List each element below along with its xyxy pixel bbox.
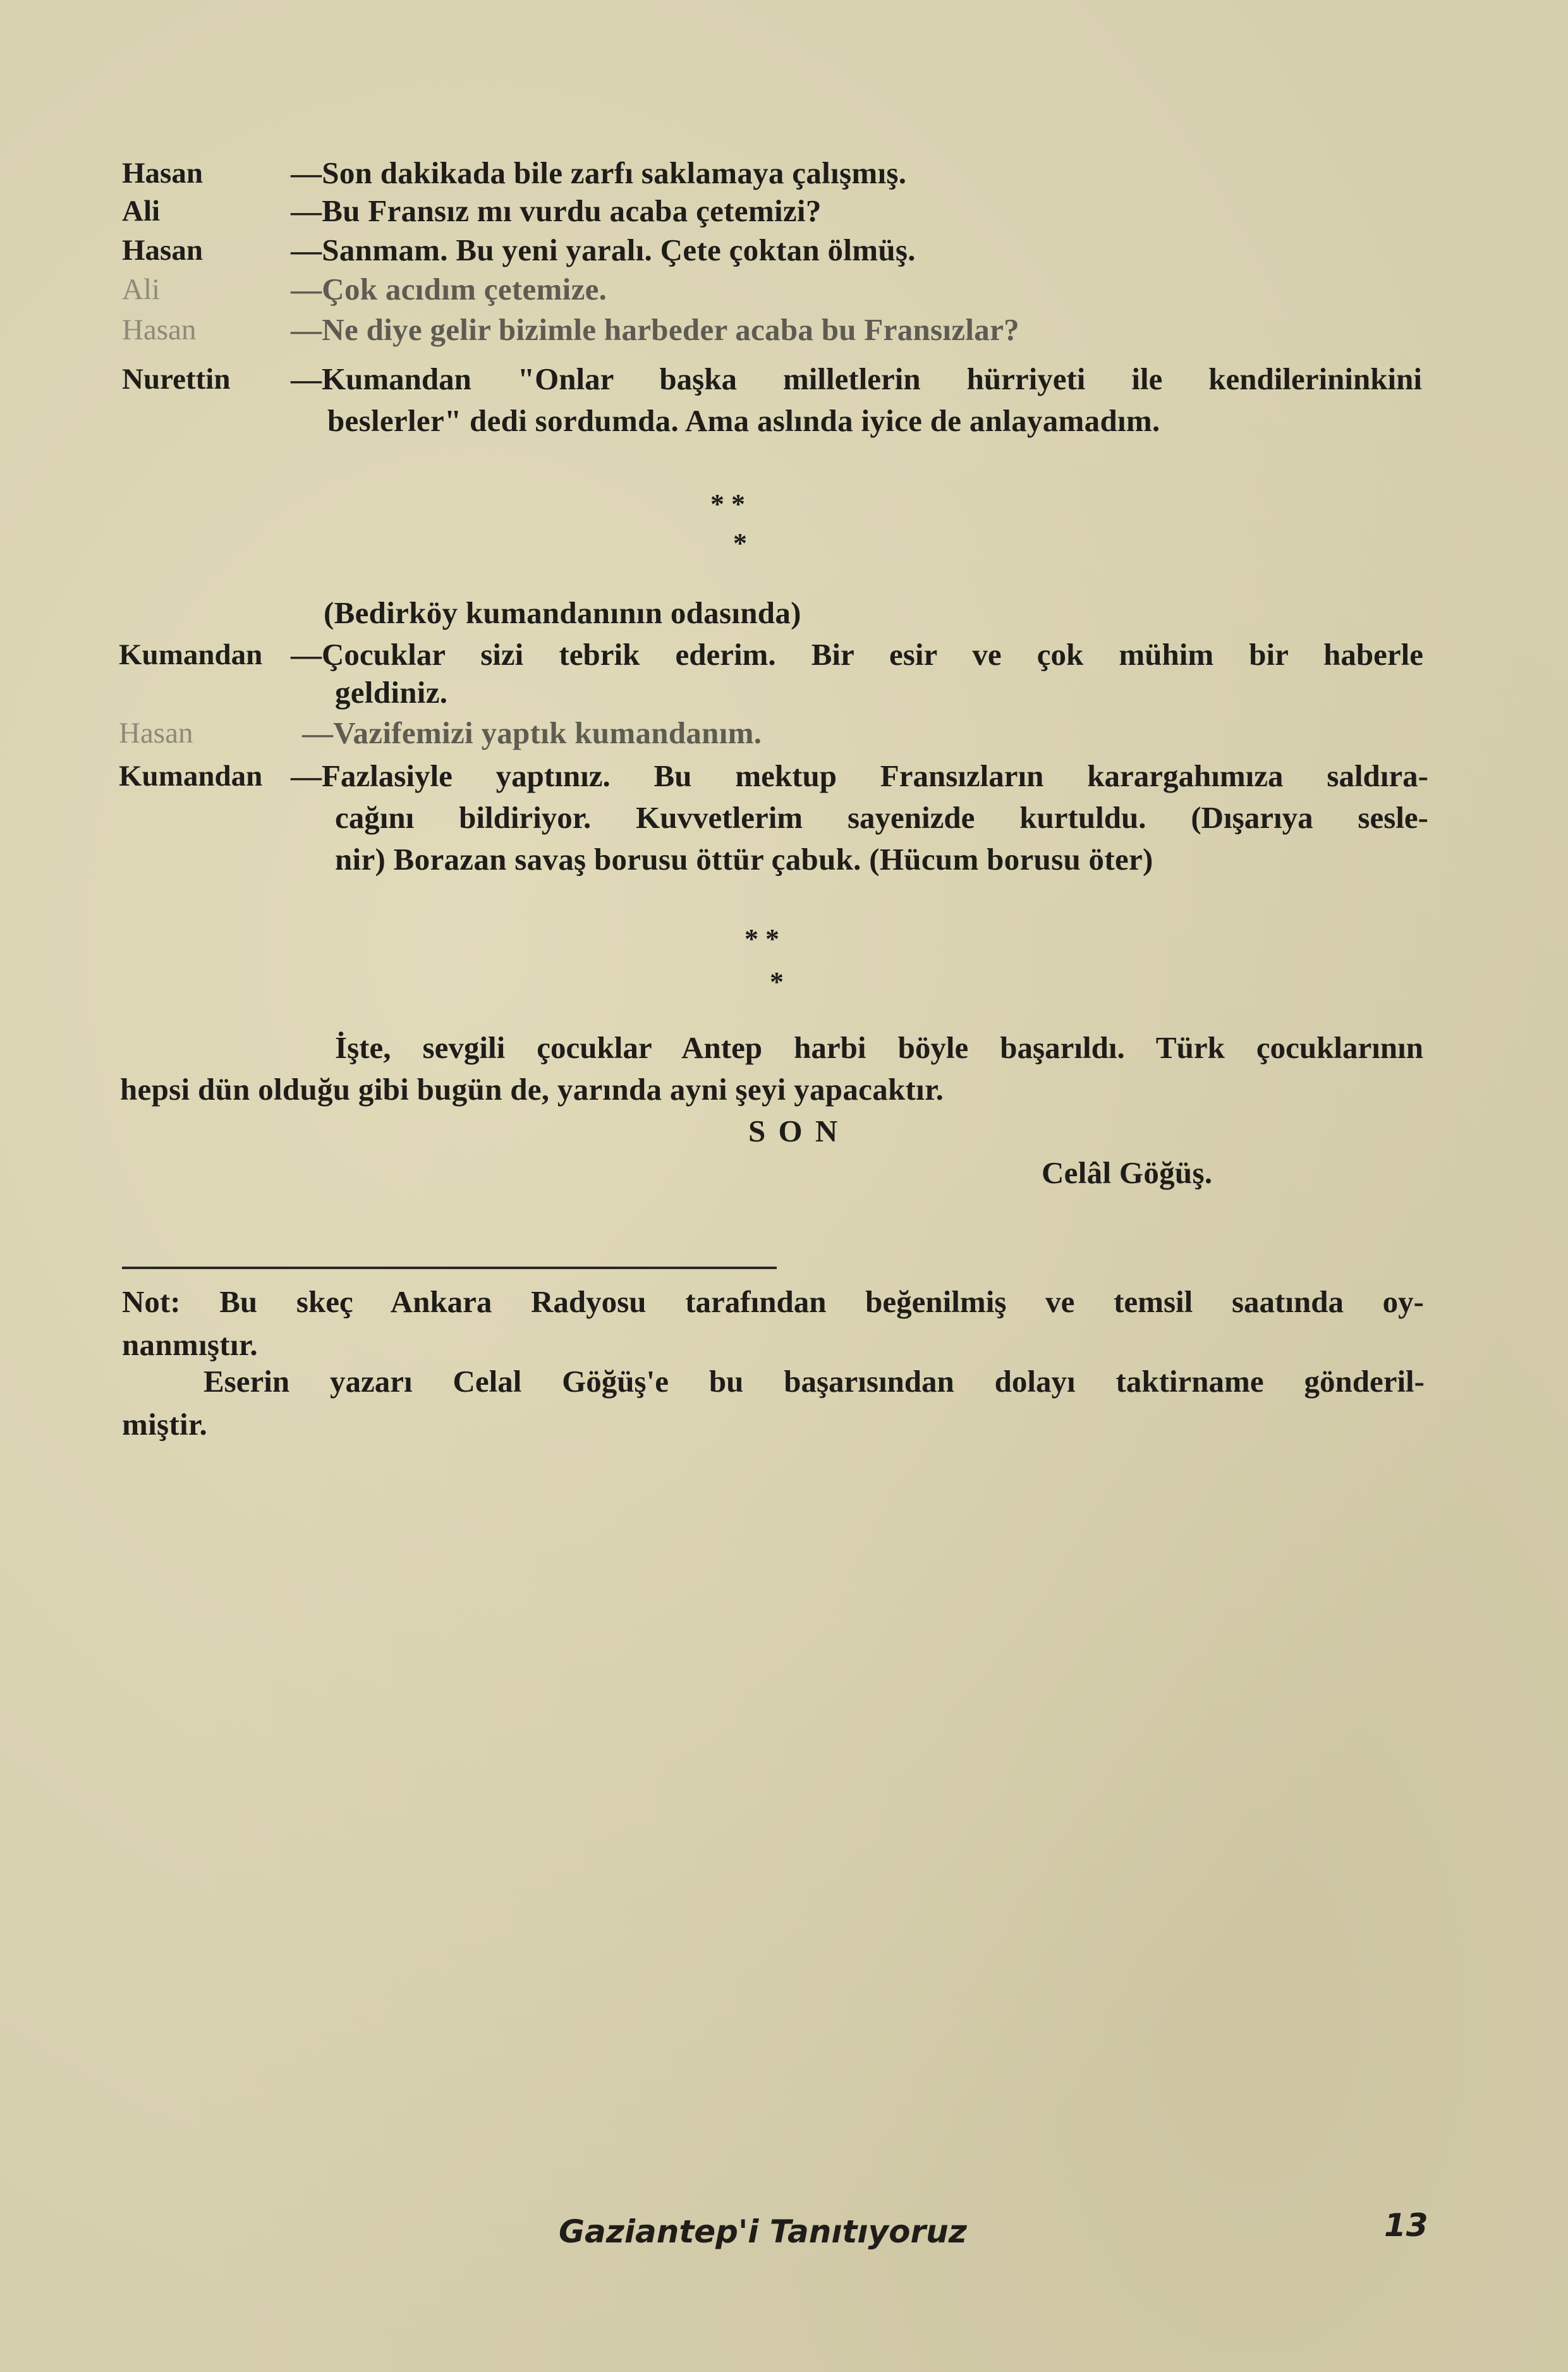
dialogue-line-continuation: nir) Borazan savaş borusu öttür çabuk. (Hücum borusu öter)	[335, 842, 1153, 877]
speaker-label: Hasan	[119, 717, 193, 750]
speaker-label: Hasan	[122, 234, 203, 267]
note-line: miştir.	[122, 1407, 208, 1442]
note-divider	[122, 1267, 777, 1269]
dialogue-line: —Çocuklar sizi tebrik ederim. Bir esir ve çok mühim bir haberle	[291, 637, 1423, 672]
dialogue-line: —Son dakikada bile zarfı saklamaya çalışmış.	[291, 155, 907, 190]
speaker-label: Ali	[122, 273, 161, 306]
dialogue-line: —Kumandan "Onlar başka milletlerin hürriyeti ile kendilerininkini	[291, 362, 1422, 396]
author-signature: Celâl Göğüş.	[1042, 1155, 1213, 1190]
dialogue-line-continuation: geldiniz.	[335, 675, 448, 710]
dialogue-line-continuation: cağını bildiriyor. Kuvvetlerim sayenizde kurtuldu. (Dışarıya sesle-	[335, 800, 1428, 835]
stage-direction: (Bedirköy kumandanının odasında)	[324, 595, 801, 630]
speaker-label: Kumandan	[119, 760, 263, 793]
dialogue-line: —Vazifemizi yaptık kumandanım.	[302, 715, 762, 750]
footer-title: Gaziantep'i Tanıtıyoruz	[559, 2213, 967, 2250]
closing-line: İşte, sevgili çocuklar Antep harbi böyle başarıldı. Türk çocuklarının	[335, 1030, 1423, 1065]
note-line: Eserin yazarı Celal Göğüş'e bu başarısından dolayı taktirname gönderil-	[204, 1364, 1425, 1399]
dialogue-line: —Sanmam. Bu yeni yaralı. Çete çoktan ölmüş.	[291, 233, 916, 267]
speaker-label: Hasan	[122, 157, 203, 190]
separator-stars-top: * *	[744, 923, 779, 954]
page-number: 13	[1384, 2207, 1428, 2244]
dialogue-line: —Çok acıdım çetemize.	[291, 272, 607, 307]
separator-star-bottom: *	[770, 966, 784, 997]
speaker-label: Nurettin	[122, 363, 231, 396]
closing-line: hepsi dün olduğu gibi bugün de, yarında ayni şeyi yapacaktır.	[120, 1072, 944, 1107]
note-line: nanmıştır.	[122, 1327, 258, 1362]
speaker-label: Hasan	[122, 313, 197, 346]
speaker-label: Ali	[122, 195, 161, 228]
dialogue-line: —Bu Fransız mı vurdu acaba çetemizi?	[291, 193, 822, 228]
separator-stars-top: * *	[710, 489, 745, 520]
son-label: S O N	[748, 1114, 841, 1148]
dialogue-line: —Ne diye gelir bizimle harbeder acaba bu Fransızlar?	[291, 312, 1019, 347]
dialogue-line-continuation: beslerler" dedi sordumda. Ama aslında iyice de anlayamadım.	[327, 403, 1160, 438]
dialogue-line: —Fazlasiyle yaptınız. Bu mektup Fransızların karargahımıza saldıra-	[291, 758, 1428, 793]
separator-star-bottom: *	[733, 528, 747, 559]
note-line: Not: Bu skeç Ankara Radyosu tarafından beğenilmiş ve temsil saatında oy-	[122, 1284, 1424, 1319]
speaker-label: Kumandan	[119, 638, 263, 671]
